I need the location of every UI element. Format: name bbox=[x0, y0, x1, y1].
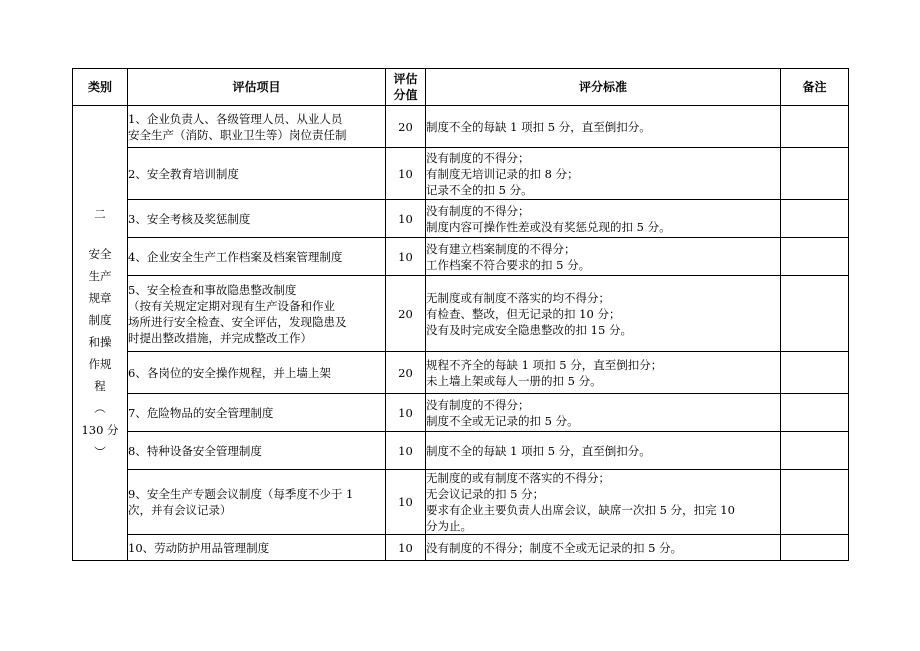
remark-cell bbox=[781, 352, 849, 394]
category-cell bbox=[73, 106, 128, 561]
table-row bbox=[73, 432, 849, 470]
table-row bbox=[73, 238, 849, 276]
criteria-cell bbox=[426, 432, 781, 470]
table-row bbox=[73, 276, 849, 352]
criteria-line: 工作档案不符合要求的扣 5 分。 bbox=[426, 257, 591, 272]
table-row bbox=[73, 352, 849, 394]
criteria-cell bbox=[426, 238, 781, 276]
evaluation-table bbox=[72, 68, 849, 561]
item-line: 4、企业安全生产工作档案及档案管理制度 bbox=[128, 249, 343, 264]
item-line: 6、各岗位的安全操作规程，并上墙上架 bbox=[128, 365, 331, 380]
item-cell bbox=[128, 200, 386, 238]
item-line: 5、安全检查和事故隐患整改制度 bbox=[128, 282, 297, 297]
criteria-cell bbox=[426, 148, 781, 200]
criteria-line: 没有制度的不得分； bbox=[426, 203, 530, 218]
category-line: 二 bbox=[94, 207, 106, 221]
item-cell bbox=[128, 276, 386, 352]
category-line: 生产 bbox=[88, 269, 112, 283]
criteria-line: 制度内容可操作性差或没有奖惩兑现的扣 5 分。 bbox=[426, 219, 671, 234]
item-line: 2、安全教育培训制度 bbox=[128, 166, 239, 181]
criteria-line: 记录不全的扣 5 分。 bbox=[426, 182, 533, 197]
item-line: 次，并有会议记录） bbox=[128, 503, 232, 517]
criteria-cell bbox=[426, 470, 781, 535]
criteria-line: 无会议记录的扣 5 分； bbox=[426, 487, 545, 501]
item-line: （按有关规定定期对现有生产设备和作业 bbox=[128, 298, 335, 313]
criteria-line: 未上墙上架或每人一册的扣 5 分。 bbox=[426, 373, 602, 388]
header-criteria: 评分标准 bbox=[426, 69, 781, 106]
item-line: 10、劳动防护用品管理制度 bbox=[128, 540, 270, 555]
score-cell: 10 bbox=[386, 535, 426, 561]
table-row bbox=[73, 106, 849, 148]
item-line: 8、特种设备安全管理制度 bbox=[128, 443, 262, 458]
category-line: 安全 bbox=[88, 247, 112, 261]
item-line: 安全生产（消防、职业卫生等）岗位责任制 bbox=[128, 127, 347, 142]
criteria-cell bbox=[426, 535, 781, 561]
criteria-line: 有制度无培训记录的扣 8 分； bbox=[426, 166, 579, 181]
header-score bbox=[386, 69, 426, 106]
table-row bbox=[73, 148, 849, 200]
remark-cell bbox=[781, 238, 849, 276]
item-line: 场所进行安全检查、安全评估，发现隐患及 bbox=[128, 314, 347, 329]
item-cell bbox=[128, 394, 386, 432]
criteria-line: 制度不全或无记录的扣 5 分。 bbox=[426, 413, 579, 428]
category-line: ︶ bbox=[94, 445, 106, 459]
criteria-line: 制度不全的每缺 1 项扣 5 分，直至倒扣分。 bbox=[426, 443, 651, 458]
criteria-line: 没有制度的不得分；制度不全或无记录的扣 5 分。 bbox=[426, 540, 683, 555]
remark-cell bbox=[781, 394, 849, 432]
remark-cell bbox=[781, 200, 849, 238]
remark-cell bbox=[781, 470, 849, 535]
criteria-cell bbox=[426, 106, 781, 148]
criteria-cell bbox=[426, 276, 781, 352]
criteria-line: 没有制度的不得分； bbox=[426, 397, 530, 412]
score-cell: 20 bbox=[386, 106, 426, 148]
item-cell bbox=[128, 432, 386, 470]
category-line: 规章 bbox=[88, 291, 112, 305]
remark-cell bbox=[781, 432, 849, 470]
header-score-line: 分值 bbox=[393, 88, 418, 102]
header-remark: 备注 bbox=[781, 69, 849, 106]
score-cell: 10 bbox=[386, 148, 426, 200]
score-cell: 10 bbox=[386, 470, 426, 535]
table-row bbox=[73, 200, 849, 238]
category-spacer bbox=[73, 225, 127, 243]
remark-cell bbox=[781, 106, 849, 148]
criteria-line: 没有制度的不得分； bbox=[426, 150, 530, 165]
criteria-line: 没有及时完成安全隐患整改的扣 15 分。 bbox=[426, 322, 632, 337]
criteria-cell bbox=[426, 200, 781, 238]
category-line: 130 分 bbox=[81, 423, 119, 437]
category-line: ︵ bbox=[94, 401, 106, 415]
score-cell: 10 bbox=[386, 238, 426, 276]
item-line: 9、安全生产专题会议制度（每季度不少于 1 bbox=[128, 487, 354, 501]
item-line: 1、企业负责人、各级管理人员、从业人员 bbox=[128, 111, 343, 126]
criteria-line: 分为止。 bbox=[426, 519, 472, 533]
remark-cell bbox=[781, 276, 849, 352]
score-cell: 20 bbox=[386, 276, 426, 352]
criteria-line: 无制度或有制度不落实的均不得分； bbox=[426, 290, 610, 305]
remark-cell bbox=[781, 148, 849, 200]
score-cell: 10 bbox=[386, 394, 426, 432]
criteria-line: 有检查、整改，但无记录的扣 10 分； bbox=[426, 306, 621, 321]
category-line: 制度 bbox=[88, 313, 112, 327]
criteria-line: 没有建立档案制度的不得分； bbox=[426, 241, 576, 256]
criteria-cell bbox=[426, 352, 781, 394]
table-row bbox=[73, 470, 849, 535]
category-line: 程 bbox=[94, 379, 106, 393]
item-cell bbox=[128, 535, 386, 561]
table-row bbox=[73, 535, 849, 561]
table-row bbox=[73, 394, 849, 432]
item-cell bbox=[128, 106, 386, 148]
header-item: 评估项目 bbox=[128, 69, 386, 106]
item-line: 7、危险物品的安全管理制度 bbox=[128, 405, 274, 420]
header-score-line: 评估 bbox=[393, 72, 418, 86]
item-cell bbox=[128, 470, 386, 535]
header-category: 类别 bbox=[73, 69, 128, 106]
item-line: 3、安全考核及奖惩制度 bbox=[128, 211, 251, 226]
item-cell bbox=[128, 148, 386, 200]
criteria-line: 无制度的或有制度不落实的不得分； bbox=[426, 471, 610, 485]
score-cell: 10 bbox=[386, 432, 426, 470]
criteria-line: 要求有企业主要负责人出席会议，缺席一次扣 5 分，扣完 10 bbox=[426, 503, 735, 517]
category-line: 作规 bbox=[88, 357, 112, 371]
item-line: 时提出整改措施，并完成整改工作） bbox=[128, 330, 312, 345]
category-line: 和操 bbox=[88, 335, 112, 349]
header-row bbox=[73, 69, 849, 106]
item-cell bbox=[128, 238, 386, 276]
criteria-line: 规程不齐全的每缺 1 项扣 5 分，直至倒扣分； bbox=[426, 357, 663, 372]
item-cell bbox=[128, 352, 386, 394]
score-cell: 20 bbox=[386, 352, 426, 394]
criteria-line: 制度不全的每缺 1 项扣 5 分，直至倒扣分。 bbox=[426, 119, 651, 134]
remark-cell bbox=[781, 535, 849, 561]
score-cell: 10 bbox=[386, 200, 426, 238]
criteria-cell bbox=[426, 394, 781, 432]
